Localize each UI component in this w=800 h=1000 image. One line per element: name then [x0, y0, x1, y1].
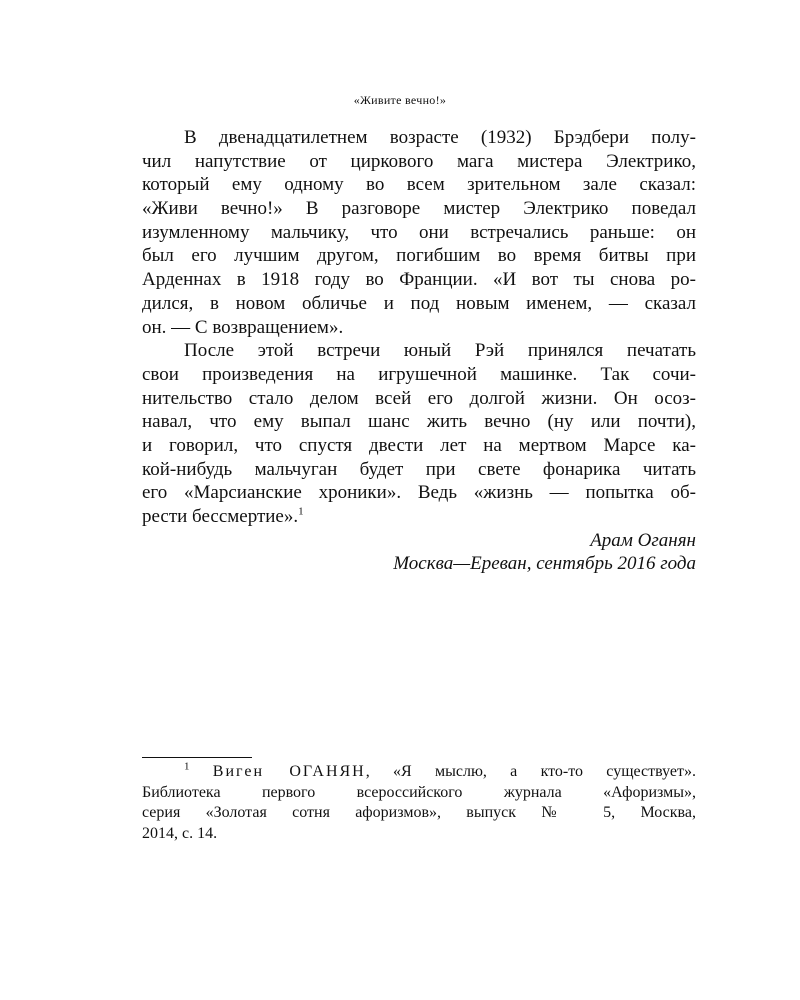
text-line: он. — С возвращением». [142, 316, 344, 338]
footnote-title: , «Я мыслю, а кто-то существует». [365, 763, 696, 780]
text-line: который ему одному во всем зрительном зале сказал: [142, 174, 696, 196]
text-line: и говорил, что спустя двести лет на мертвом Марсе ка- [142, 434, 696, 456]
text-line: чил напутствие от циркового мага мистера Электрико, [142, 150, 696, 172]
text-line: свои произведения на игрушечной машинке. Так сочи- [142, 363, 696, 385]
footnote-line [142, 762, 696, 783]
text-line [142, 505, 696, 529]
text-line: Арденнах в 1918 году во Франции. «И вот ты снова ро- [142, 269, 696, 291]
footnote-author: Виген ОГАНЯН [212, 763, 366, 780]
text-line: «Живи вечно!» В разговоре мистер Электрико поведал [142, 198, 696, 220]
text-line: дился, в новом обличье и под новым именем, — сказал [142, 292, 696, 314]
text-line: навал, что ему выпал шанс жить вечно (ну или почти), [142, 411, 696, 433]
footnote-line: 2014, с. 14. [142, 824, 218, 842]
footnote-reference[interactable]: 1 [298, 505, 304, 518]
text-line-content: рести бессмертие». [142, 506, 299, 527]
text-line: нительство стало делом всей его долгой жизни. Он осоз- [142, 387, 696, 409]
footnote-line: Библиотека первого всероссийского журнала «Афоризмы», [142, 783, 696, 801]
footnote-line: серия «Золотая сотня афоризмов», выпуск № 5, Москва, [142, 804, 696, 821]
text-line: его «Марсианские хроники». Ведь «жизнь — попытка об- [142, 482, 696, 504]
signature-author: Арам Оганян [590, 529, 696, 551]
text-line: кой-нибудь мальчуган будет при свете фонарика читать [142, 458, 696, 480]
footnote-number: 1 [184, 760, 190, 773]
text-line: изумленному мальчику, что они встречались раньше: он [142, 221, 696, 243]
main-text [142, 126, 696, 576]
text-line: был его лучшим другом, погибшим во время битвы при [142, 245, 696, 267]
footnote-divider [142, 757, 252, 758]
text-line: После этой встречи юный Рэй принялся печатать [184, 340, 696, 362]
footnote [142, 762, 696, 844]
text-line: В двенадцатилетнем возрасте (1932) Брэдбери полу- [184, 127, 696, 148]
running-head: «Живите вечно!» [353, 93, 447, 107]
signature-place-date: Москва—Ереван, сентябрь 2016 года [393, 553, 696, 575]
